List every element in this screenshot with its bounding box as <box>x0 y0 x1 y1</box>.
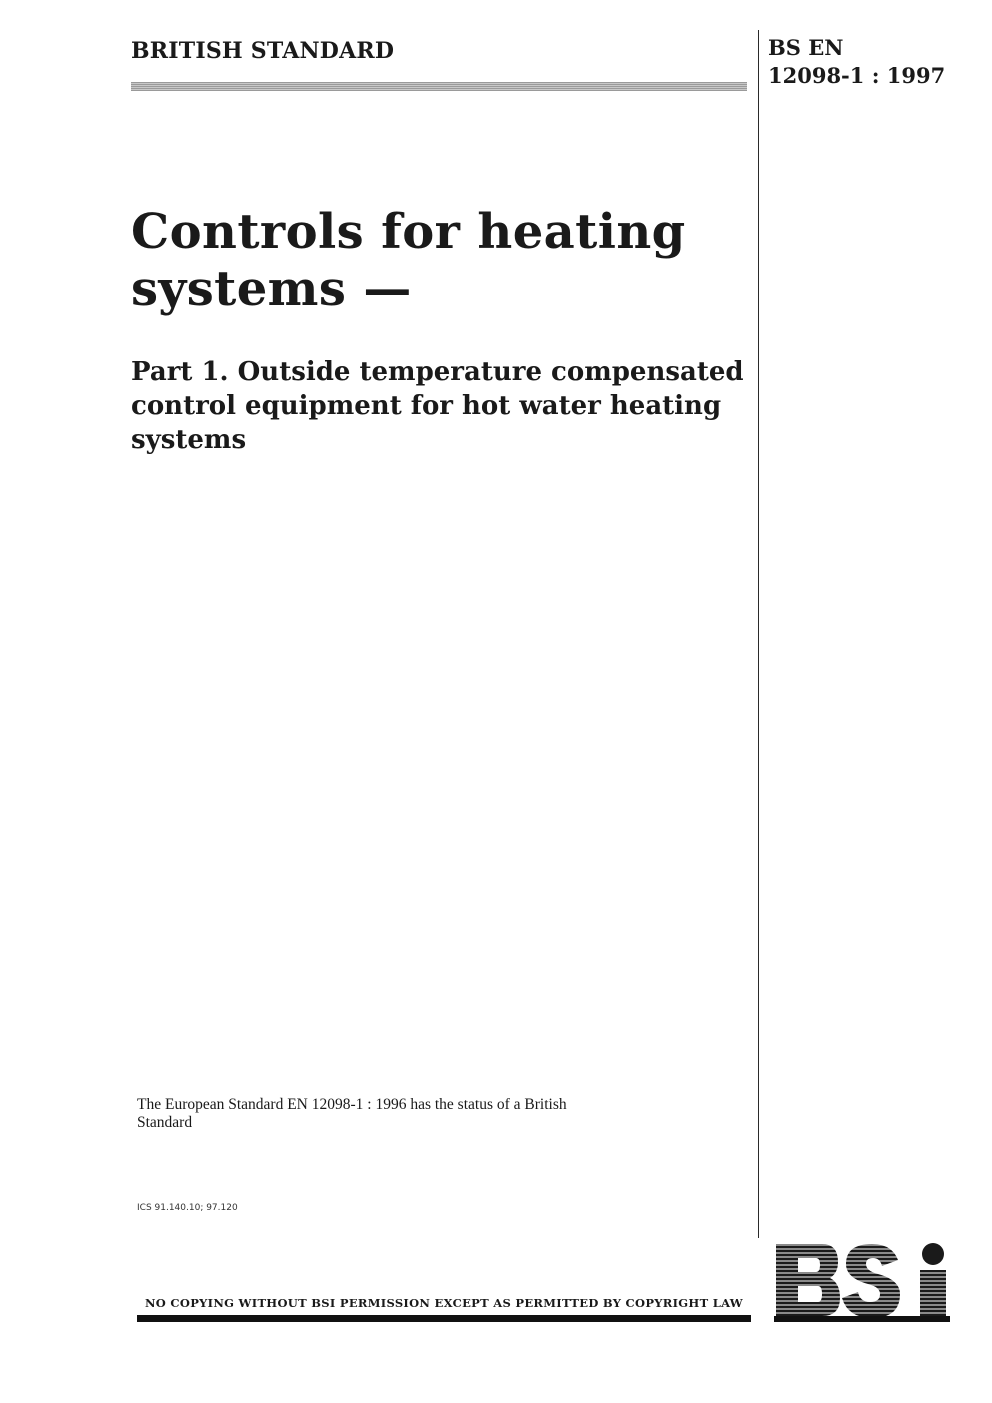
standard-number <box>768 34 945 90</box>
footer-rule <box>137 1315 751 1322</box>
copyright-notice: NO COPYING WITHOUT BSI PERMISSION EXCEPT AS PERMITTED BY COPYRIGHT LAW <box>144 1296 744 1310</box>
vertical-divider <box>758 30 759 1238</box>
bsi-logo-icon <box>774 1242 950 1326</box>
header-rule <box>131 82 747 91</box>
status-statement: The European Standard EN 12098-1 : 1996 has the status of a British Standard <box>137 1096 567 1131</box>
standard-number-line2: 12098-1 : 1997 <box>768 63 946 88</box>
document-title <box>131 204 751 318</box>
document-subtitle: Part 1. Outside temperature compensated control equipment for hot water heating systems <box>131 357 744 455</box>
standard-number-line1: BS EN <box>768 35 844 60</box>
title-line1: Controls for heating <box>131 204 686 260</box>
ics-code: ICS 91.140.10; 97.120 <box>137 1203 238 1213</box>
logo-underline <box>774 1316 950 1322</box>
document-type-label: BRITISH STANDARD <box>131 38 395 64</box>
title-line2: systems — <box>131 261 412 317</box>
